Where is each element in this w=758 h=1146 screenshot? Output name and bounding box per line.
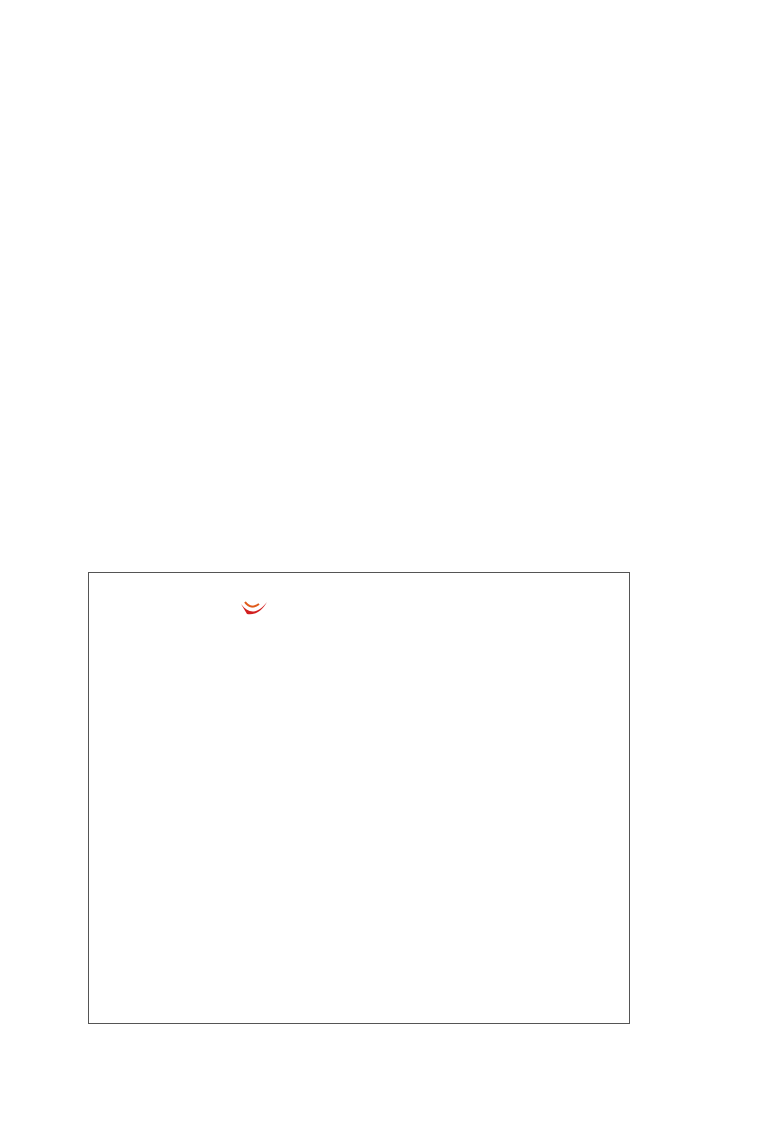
watermark-logo-icon bbox=[239, 598, 269, 624]
stock-chart bbox=[89, 573, 629, 1023]
watermark bbox=[239, 598, 439, 640]
figure-6-11 bbox=[88, 572, 630, 1024]
